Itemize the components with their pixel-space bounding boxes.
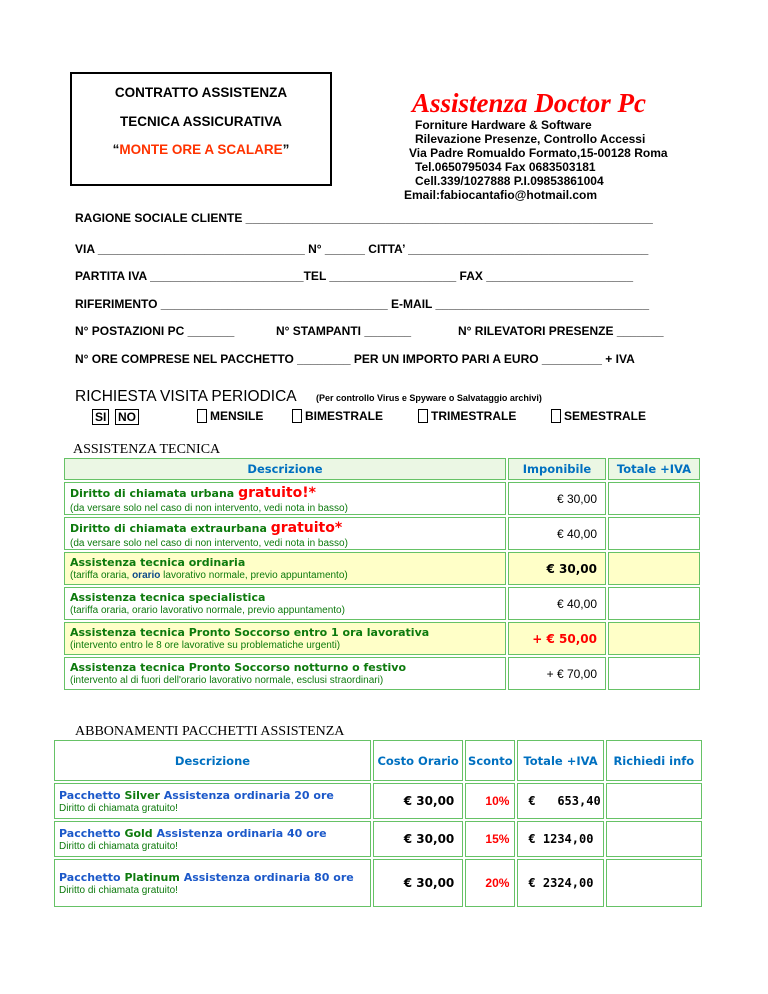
note-part-c: lavorativo normale, previo appuntamento) (160, 570, 348, 581)
table-header-row (54, 740, 702, 781)
company-line-3: Via Padre Romualdo Formato,15-00128 Roma (409, 146, 668, 160)
riferimento-email-field[interactable]: RIFERIMENTO __________________________________ E-MAIL ________________________________ (75, 297, 650, 311)
trimestrale-option[interactable] (418, 409, 516, 423)
richiedi-info-cell[interactable] (606, 859, 702, 907)
checkbox-icon[interactable] (197, 409, 207, 423)
sconto-value: 10% (465, 783, 515, 819)
contract-title-line1: CONTRATTO ASSISTENZA (114, 85, 288, 100)
package-description (54, 859, 371, 907)
quote-close: ” (282, 142, 290, 157)
ragione-sociale-field[interactable]: RAGIONE SOCIALE CLIENTE _____________________________________________________________ (75, 211, 653, 225)
contract-title-line2: TECNICA ASSICURATIVA (120, 114, 282, 129)
sconto-value: 15% (465, 821, 515, 857)
row-note: (tariffa oraria, orario lavorativo normale, previo appuntamento) (70, 605, 345, 616)
via-citta-field[interactable]: VIA _______________________________ N° ______ CITTA’ ____________________________________ (75, 242, 649, 256)
costo-orario-value: € 30,00 (373, 859, 463, 907)
rilevatori-presenze-field[interactable]: N° RILEVATORI PRESENZE _______ (458, 324, 664, 338)
totale-iva-value: € 2324,00 (517, 859, 603, 907)
assistenza-tecnica-title: ASSISTENZA TECNICA (73, 442, 221, 457)
stampanti-field[interactable]: N° STAMPANTI _______ (276, 324, 412, 338)
package-detail: Assistenza ordinaria 20 ore (159, 788, 334, 802)
package-description (54, 821, 371, 857)
imponibile-value: + € 70,00 (508, 657, 606, 690)
package-title (59, 827, 370, 840)
row-title: Diritto di chiamata urbana (70, 486, 239, 500)
table-row (64, 657, 700, 690)
company-line-5: Cell.339/1027888 P.I.09853861004 (415, 174, 604, 188)
table-row (54, 783, 702, 819)
totale-iva-cell[interactable] (608, 587, 700, 620)
table-header-row (64, 458, 700, 480)
row-title: Diritto di chiamata extraurbana (70, 521, 271, 535)
sconto-value: 20% (465, 859, 515, 907)
partita-iva-tel-fax-field[interactable]: PARTITA IVA _______________________TEL ___________________ FAX ______________________ (75, 269, 634, 283)
header-costo-orario: Costo Orario (373, 740, 463, 781)
header-sconto: Sconto (465, 740, 515, 781)
row-description (64, 657, 506, 690)
totale-iva-cell[interactable] (608, 657, 700, 690)
monte-ore-text: MONTE ORE A SCALARE (119, 142, 283, 157)
package-tier: Silver (124, 788, 160, 802)
table-row (64, 622, 700, 655)
totale-iva-value: € 653,40 (517, 783, 603, 819)
gratuito-label: gratuito* (270, 519, 343, 536)
visita-periodica-subtitle: (Per controllo Virus e Spyware o Salvataggio archivi) (316, 393, 542, 403)
no-option[interactable]: NO (115, 409, 139, 425)
row-description (64, 517, 506, 550)
semestrale-label: SEMESTRALE (564, 409, 647, 423)
row-note: (da versare solo nel caso di non intervento, vedi nota in basso) (70, 502, 348, 514)
header-richiedi-info: Richiedi info (606, 740, 702, 781)
company-line-2: Rilevazione Presenze, Controllo Accessi (415, 132, 646, 146)
totale-iva-cell[interactable] (608, 517, 700, 550)
assistenza-table (62, 456, 702, 692)
company-name: Assistenza Doctor Pc (412, 88, 647, 118)
checkbox-icon[interactable] (418, 409, 428, 423)
note-part-b: orario (132, 570, 161, 581)
imponibile-value: + € 50,00 (508, 622, 606, 655)
row-note: (intervento al di fuori dell'orario lavorativo normale, esclusi straordinari) (70, 675, 384, 686)
costo-orario-value: € 30,00 (373, 821, 463, 857)
row-note (70, 570, 505, 581)
package-tier: Gold (124, 826, 153, 840)
row-note: (da versare solo nel caso di non intervento, vedi nota in basso) (70, 537, 348, 549)
gratuito-label: gratuito!* (238, 484, 316, 501)
header-descrizione: Descrizione (64, 458, 506, 480)
company-line-4: Tel.0650795034 Fax 0683503181 (415, 160, 596, 174)
contract-title-line3 (72, 142, 330, 157)
mensile-label: MENSILE (210, 409, 264, 423)
imponibile-value: € 40,00 (508, 587, 606, 620)
totale-iva-cell[interactable] (608, 482, 700, 515)
note-part-a: (tariffa oraria, (70, 570, 133, 581)
package-word: Pacchetto (59, 788, 125, 802)
row-title: Assistenza tecnica ordinaria (70, 556, 246, 569)
package-note: Diritto di chiamata gratuito! (59, 840, 178, 852)
row-description (64, 482, 506, 515)
row-note: (intervento entro le 8 ore lavorative su problematiche urgenti) (70, 640, 341, 651)
package-word: Pacchetto (59, 826, 125, 840)
checkbox-icon[interactable] (551, 409, 561, 423)
trimestrale-label: TRIMESTRALE (431, 409, 517, 423)
package-title (59, 789, 370, 802)
quote-open: “ (112, 142, 120, 157)
imponibile-value: € 30,00 (508, 482, 606, 515)
table-row (54, 859, 702, 907)
company-line-1: Forniture Hardware & Software (415, 118, 592, 132)
header-totale-iva: Totale +IVA (517, 740, 603, 781)
checkbox-icon[interactable] (292, 409, 302, 423)
package-note: Diritto di chiamata gratuito! (59, 884, 178, 896)
package-tier: Platinum (124, 870, 180, 884)
package-description (54, 783, 371, 819)
mensile-option[interactable] (197, 409, 263, 423)
row-title: Assistenza tecnica specialistica (70, 591, 266, 604)
totale-iva-cell[interactable] (608, 622, 700, 655)
header-totale-iva: Totale +IVA (608, 458, 700, 480)
company-line-6: Email:fabiocantafio@hotmail.com (404, 188, 598, 202)
ore-pacchetto-importo-field[interactable]: N° ORE COMPRESE NEL PACCHETTO ________ PER UN IMPORTO PARI A EURO _________ + IVA (75, 352, 635, 366)
imponibile-value: € 30,00 (508, 552, 606, 585)
row-title: Assistenza tecnica Pronto Soccorso entro 1 ora lavorativa (70, 626, 430, 639)
package-word: Pacchetto (59, 870, 125, 884)
header-imponibile: Imponibile (508, 458, 606, 480)
abbonamenti-table (52, 738, 704, 909)
row-description (64, 587, 506, 620)
visita-periodica-title: RICHIESTA VISITA PERIODICA (75, 388, 297, 405)
richiedi-info-cell[interactable] (606, 821, 702, 857)
richiedi-info-cell[interactable] (606, 783, 702, 819)
totale-iva-cell[interactable] (608, 552, 700, 585)
row-title: Assistenza tecnica Pronto Soccorso notturno o festivo (70, 661, 407, 674)
imponibile-value: € 40,00 (508, 517, 606, 550)
postazioni-pc-field[interactable]: N° POSTAZIONI PC _______ (75, 324, 235, 338)
bimestrale-option[interactable] (292, 409, 383, 423)
contract-title-box (70, 72, 332, 186)
semestrale-option[interactable] (551, 409, 646, 423)
package-detail: Assistenza ordinaria 80 ore (179, 870, 354, 884)
table-row (64, 482, 700, 515)
package-title (59, 871, 370, 884)
package-note: Diritto di chiamata gratuito! (59, 802, 178, 814)
costo-orario-value: € 30,00 (373, 783, 463, 819)
table-row (64, 587, 700, 620)
bimestrale-label: BIMESTRALE (305, 409, 383, 423)
abbonamenti-title: ABBONAMENTI PACCHETTI ASSISTENZA (75, 724, 345, 739)
row-description (64, 552, 506, 585)
package-detail: Assistenza ordinaria 40 ore (152, 826, 327, 840)
table-row (64, 517, 700, 550)
table-row (64, 552, 700, 585)
totale-iva-value: € 1234,00 (517, 821, 603, 857)
row-description (64, 622, 506, 655)
header-descrizione: Descrizione (54, 740, 371, 781)
table-row (54, 821, 702, 857)
si-option[interactable]: SI (92, 409, 109, 425)
